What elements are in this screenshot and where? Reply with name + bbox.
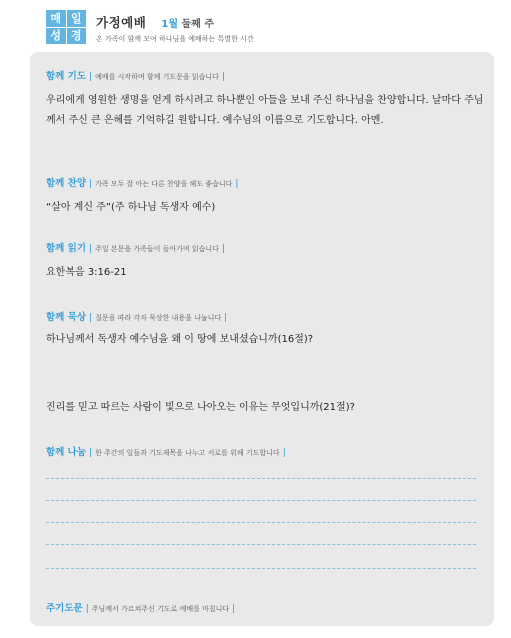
logo-char: 매 [46, 10, 66, 27]
logo-char: 일 [67, 10, 87, 27]
section-title: 함께 읽기 [46, 243, 87, 254]
week-month: 1월 [161, 19, 179, 30]
section-header [46, 444, 486, 459]
section-header [46, 175, 486, 190]
meditation-question-2: 진리를 믿고 따르는 사람이 빛으로 나아오는 이유는 무엇입니까(21절)? [46, 402, 355, 413]
section-header [46, 68, 486, 83]
sharing-line [46, 568, 476, 569]
sharing-line [46, 522, 476, 523]
separator: | [89, 448, 93, 458]
sharing-line [46, 478, 476, 479]
separator: | [232, 604, 236, 614]
section-praise [46, 175, 486, 218]
separator: | [89, 179, 93, 189]
meditation-question-1: 하나님께서 독생자 예수님을 왜 이 땅에 보내셨습니까(16절)? [46, 334, 314, 345]
section-description: 질문을 따라 각자 묵상한 내용을 나눕니다 [95, 314, 222, 322]
separator: | [221, 72, 225, 82]
week-number: 둘째 주 [181, 19, 214, 30]
section-header [46, 240, 486, 255]
section-description: 주일 본문을 가족들이 돌아가며 읽습니다 [95, 245, 219, 253]
section-header [46, 600, 486, 615]
section-title: 주기도문 [46, 603, 83, 614]
sharing-line [46, 544, 476, 545]
section-lords-prayer [46, 600, 486, 615]
section-title: 함께 찬양 [46, 178, 87, 189]
section-title: 함께 묵상 [46, 312, 87, 323]
section-header [46, 309, 486, 324]
separator: | [89, 72, 93, 82]
daily-bible-logo [46, 10, 86, 44]
section-prayer [46, 68, 486, 131]
separator: | [85, 604, 89, 614]
page-title: 가정예배 [96, 15, 147, 30]
sharing-line [46, 500, 476, 501]
separator: | [235, 179, 239, 189]
section-title: 함께 기도 [46, 71, 87, 82]
section-meditation [46, 309, 486, 324]
logo-char: 성 [46, 28, 66, 45]
separator: | [89, 313, 93, 323]
separator: | [221, 244, 225, 254]
page-subtitle: 온 가족이 함께 모여 하나님을 예배하는 특별한 시간 [96, 35, 254, 43]
scripture-reference: 요한복음 3:16-21 [46, 267, 127, 278]
page-header [46, 10, 486, 52]
section-description: 주님께서 가르쳐주신 기도로 예배를 마칩니다 [91, 605, 230, 613]
section-description: 예배를 시작하며 함께 기도문을 읽습니다 [95, 73, 219, 81]
section-reading [46, 240, 486, 283]
prayer-text: 우리에게 영원한 생명을 얻게 하시려고 하나뿐인 아들을 보내 주신 하나님을 찬양합니다. 날마다 주님께서 주신 큰 은혜를 기억하길 원합니다. 예수님의 이름으로 기도합니다. 아멘. [46, 95, 484, 126]
separator: | [282, 448, 286, 458]
worship-card [30, 52, 494, 626]
section-sharing [46, 444, 486, 459]
hymn-title: “살아 계신 주”(주 하나님 독생자 예수) [46, 202, 216, 213]
separator: | [89, 244, 93, 254]
title-row [96, 12, 214, 31]
section-title: 함께 나눔 [46, 447, 87, 458]
section-description: 가족 모두 잘 아는 다른 찬양을 해도 좋습니다 [95, 180, 233, 188]
week-label [161, 19, 214, 30]
separator: | [224, 313, 228, 323]
logo-char: 경 [67, 28, 87, 45]
section-description: 한 주간의 일들과 기도제목을 나누고 서로를 위해 기도합니다 [95, 449, 280, 457]
